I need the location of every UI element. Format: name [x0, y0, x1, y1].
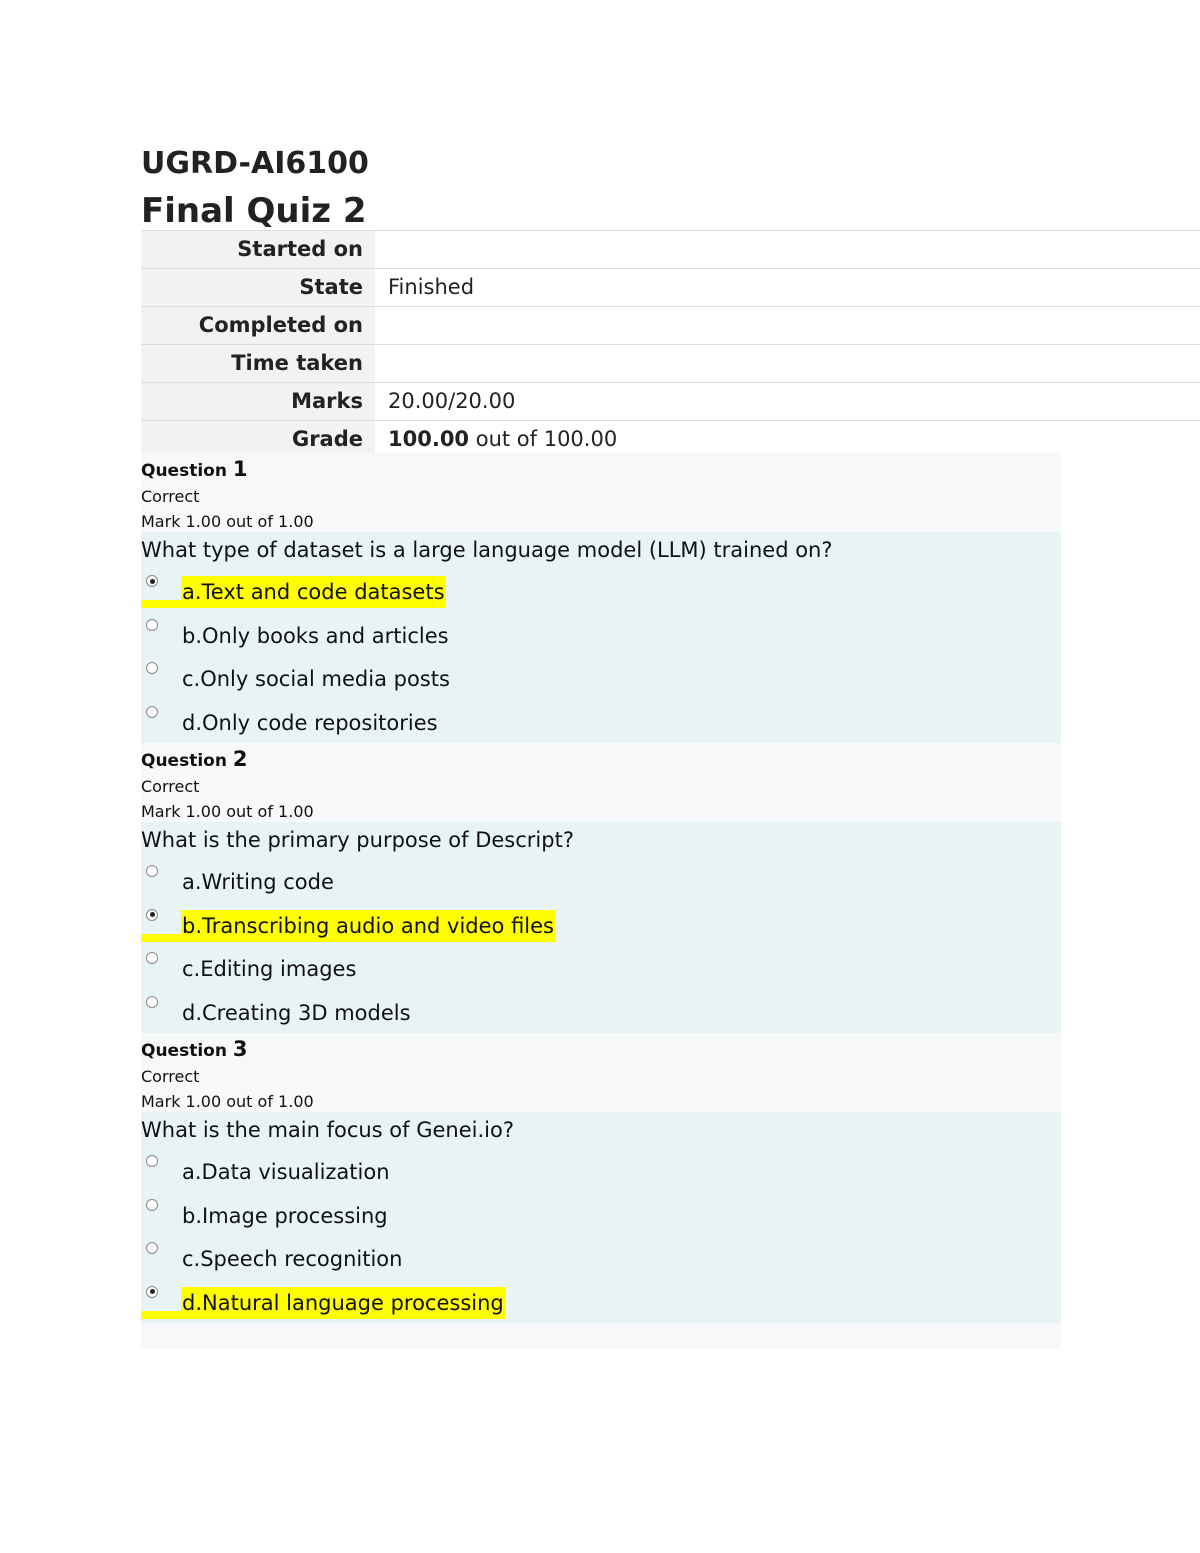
question-number: Question 2: [141, 747, 248, 771]
answer-option[interactable]: [141, 568, 1061, 612]
question-text: What type of dataset is a large language model (LLM) trained on?: [141, 538, 833, 562]
course-code: UGRD-AI6100: [141, 146, 369, 181]
question-number: Question 1: [141, 457, 248, 481]
answer-option[interactable]: [141, 1235, 1061, 1279]
answer-label: d.Creating 3D models: [182, 1000, 411, 1025]
question-footer: [141, 1323, 1061, 1349]
answer-label: b.Image processing: [182, 1203, 388, 1228]
summary-value: 20.00/20.00: [375, 383, 1200, 420]
grade-out-of: out of 100.00: [469, 427, 618, 451]
answer-option[interactable]: [141, 945, 1061, 989]
answer-option[interactable]: [141, 655, 1061, 699]
answer-label: c.Editing images: [182, 957, 357, 981]
answer-label: b.Only books and articles: [182, 623, 449, 648]
answer-label: d.Only code repositories: [182, 710, 438, 735]
summary-row-marks: [141, 382, 1200, 420]
answer-label: d.Natural language processing: [181, 1287, 505, 1319]
page-title: Final Quiz 2: [141, 191, 367, 231]
radio-selected-icon[interactable]: [146, 909, 158, 921]
radio-icon[interactable]: [146, 619, 158, 631]
answer-option[interactable]: [141, 902, 1061, 946]
question-mark: Mark 1.00 out of 1.00: [141, 512, 314, 531]
question-content: [141, 822, 1061, 1033]
question-info: [141, 453, 1061, 532]
radio-selected-icon[interactable]: [146, 575, 158, 587]
summary-row-state: [141, 268, 1200, 306]
radio-icon[interactable]: [146, 662, 158, 674]
grade-value: 100.00: [388, 427, 470, 451]
summary-label: State: [141, 269, 375, 306]
question-content: [141, 532, 1061, 743]
summary-label: Marks: [141, 383, 375, 420]
summary-label: Started on: [141, 231, 375, 268]
summary-value: Finished: [375, 269, 1200, 306]
answer-option[interactable]: [141, 699, 1061, 743]
question-list: [141, 453, 1061, 1349]
question-text: What is the primary purpose of Descript?: [141, 828, 574, 852]
summary-value: [375, 231, 1200, 268]
radio-icon[interactable]: [146, 1199, 158, 1211]
summary-value: [375, 307, 1200, 344]
question-info: [141, 743, 1061, 822]
summary-row-completed: [141, 306, 1200, 344]
question-info: [141, 1033, 1061, 1112]
attempt-summary-table: [141, 230, 1200, 458]
question-content: [141, 1112, 1061, 1323]
summary-label: Grade: [141, 421, 375, 458]
question-number: Question 3: [141, 1037, 248, 1061]
answer-option[interactable]: [141, 989, 1061, 1033]
summary-value: [375, 345, 1200, 382]
question-mark: Mark 1.00 out of 1.00: [141, 802, 314, 821]
answer-label: b.Transcribing audio and video files: [181, 910, 555, 942]
answer-label: a.Writing code: [182, 870, 334, 894]
radio-icon[interactable]: [146, 952, 158, 964]
summary-label: Completed on: [141, 307, 375, 344]
radio-selected-icon[interactable]: [146, 1286, 158, 1298]
summary-label: Time taken: [141, 345, 375, 382]
answer-option[interactable]: [141, 1279, 1061, 1323]
radio-icon[interactable]: [146, 1155, 158, 1167]
summary-row-started: [141, 230, 1200, 268]
answer-option[interactable]: [141, 612, 1061, 656]
radio-icon[interactable]: [146, 1242, 158, 1254]
radio-icon[interactable]: [146, 865, 158, 877]
answer-label: c.Only social media posts: [182, 667, 450, 691]
summary-row-time-taken: [141, 344, 1200, 382]
question-state: Correct: [141, 1067, 200, 1086]
radio-icon[interactable]: [146, 996, 158, 1008]
answer-label: a.Text and code datasets: [181, 576, 446, 608]
question-text: What is the main focus of Genei.io?: [141, 1118, 514, 1142]
answer-label: a.Data visualization: [182, 1160, 390, 1184]
question-mark: Mark 1.00 out of 1.00: [141, 1092, 314, 1111]
answer-option[interactable]: [141, 858, 1061, 902]
answer-option[interactable]: [141, 1192, 1061, 1236]
question-state: Correct: [141, 777, 200, 796]
answer-option[interactable]: [141, 1148, 1061, 1192]
answer-label: c.Speech recognition: [182, 1247, 403, 1271]
question-state: Correct: [141, 487, 200, 506]
radio-icon[interactable]: [146, 706, 158, 718]
